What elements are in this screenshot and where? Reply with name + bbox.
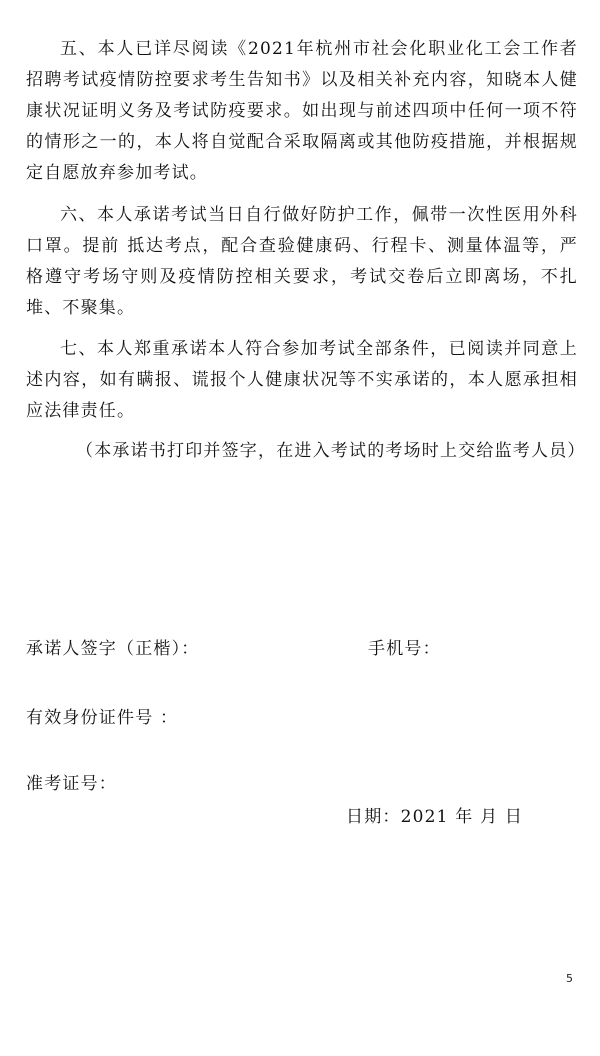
paragraph-item-7: 七、本人郑重承诺本人符合参加考试全部条件，已阅读并同意上述内容，如有瞒报、谎报个人健康状况等不实承诺的，本人愿承担相应法律责任。: [26, 339, 578, 421]
signature-label: 承诺人签字（正楷）：: [26, 639, 200, 659]
exam-ticket-label: 准考证号：: [26, 774, 117, 794]
phone-label: 手机号：: [368, 639, 441, 659]
paragraph-item-6: 六、本人承诺考试当日自行做好防护工作，佩带一次性医用外科口罩。提前 抵达考点，配合查验健康码、行程卡、测量体温等，严格遵守考场守则及疫情防控相关要求，考试交卷后立即离场，不扎堆、不聚集。: [26, 205, 578, 318]
id-number-label: 有效身份证件号 ：: [26, 708, 179, 728]
submission-note: （本承诺书打印并签字，在进入考试的考场时上交给监考人员）: [76, 441, 586, 461]
page-number: 5: [566, 972, 573, 985]
date-label: 日期：2021 年 月 日: [346, 807, 524, 827]
paragraph-item-5: 五、本人已详尽阅读《2021年杭州市社会化职业化工会工作者招聘考试疫情防控要求考生告知书》以及相关补充内容，知晓本人健康状况证明义务及考试防疫要求。如出现与前述四项中任何一项不符的情形之一的，本人将自觉配合采取隔离或其他防疫措施，并根据规定自愿放弃参加考试。: [26, 39, 578, 183]
